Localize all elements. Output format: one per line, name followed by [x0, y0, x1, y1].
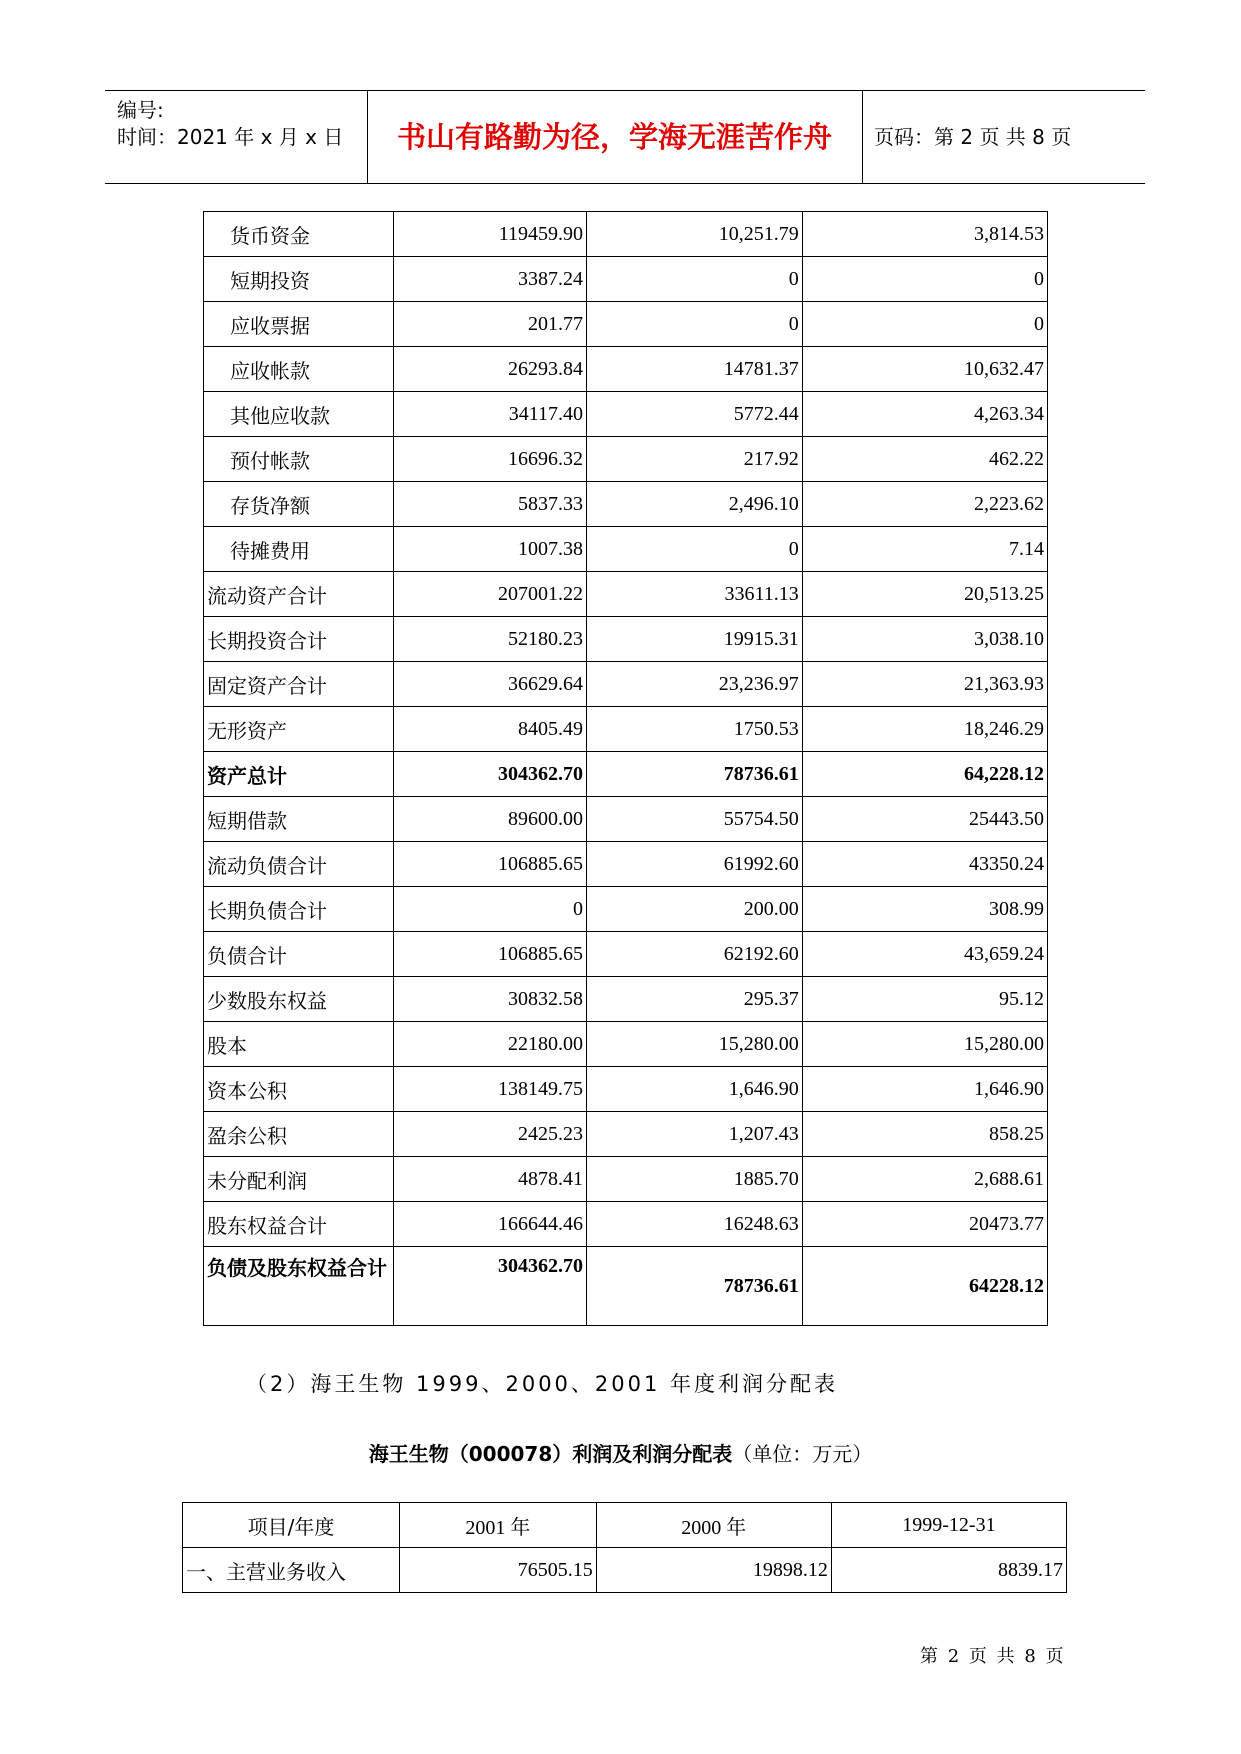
- value-col3: 1,646.90: [802, 1067, 1047, 1112]
- row-label: 存货净额: [204, 482, 394, 527]
- row-label: 资本公积: [204, 1067, 394, 1112]
- value-col3: 64228.12: [802, 1247, 1047, 1326]
- value-col3: 18,246.29: [802, 707, 1047, 752]
- value-col2: 78736.61: [586, 752, 802, 797]
- value-col1: 106885.65: [394, 842, 587, 887]
- page-header: [105, 90, 1145, 184]
- value-col2: 10,251.79: [586, 212, 802, 257]
- row-label: 短期投资: [204, 257, 394, 302]
- value-col2: 15,280.00: [586, 1022, 802, 1067]
- value-col3: 95.12: [802, 977, 1047, 1022]
- value-col2: 1,646.90: [586, 1067, 802, 1112]
- value-col2: 16248.63: [586, 1202, 802, 1247]
- row-label: 负债合计: [204, 932, 394, 977]
- table-row: [204, 302, 1048, 347]
- value-col1: 304362.70: [394, 1247, 587, 1326]
- table-row: [204, 842, 1048, 887]
- row-label: 负债及股东权益合计: [204, 1247, 394, 1326]
- value-col1: 4878.41: [394, 1157, 587, 1202]
- value-col3: 43350.24: [802, 842, 1047, 887]
- doc-time: 时间：2021 年 x 月 x 日: [117, 125, 344, 149]
- row-label: 股东权益合计: [204, 1202, 394, 1247]
- row-label: 长期负债合计: [204, 887, 394, 932]
- value-col2: 14781.37: [586, 347, 802, 392]
- income-header-row: [183, 1503, 1067, 1548]
- value-col1: 1007.38: [394, 527, 587, 572]
- value-col1: 3387.24: [394, 257, 587, 302]
- value-col1: 52180.23: [394, 617, 587, 662]
- value-col1: 201.77: [394, 302, 587, 347]
- income-header-1999: 1999-12-31: [831, 1503, 1066, 1548]
- table-row: [204, 572, 1048, 617]
- value-col3: 7.14: [802, 527, 1047, 572]
- income-row-label: 一、主营业务收入: [183, 1548, 400, 1593]
- table-row: [204, 662, 1048, 707]
- income-row: [183, 1548, 1067, 1593]
- balance-sheet-table: [203, 211, 1048, 1326]
- row-label: 流动资产合计: [204, 572, 394, 617]
- page-footer: 第 2 页 共 8 页: [920, 1646, 1064, 1667]
- table-row: [204, 257, 1048, 302]
- row-label: 少数股东权益: [204, 977, 394, 1022]
- income-table: [182, 1502, 1067, 1593]
- table-row: [204, 437, 1048, 482]
- income-table-title: [0, 1438, 1241, 1467]
- row-label: 应收票据: [204, 302, 394, 347]
- header-left: [105, 91, 368, 183]
- table-row: [204, 1202, 1048, 1247]
- value-col3: 21,363.93: [802, 662, 1047, 707]
- table-row: [204, 617, 1048, 662]
- row-label: 流动负债合计: [204, 842, 394, 887]
- section-subtitle: （2）海王生物 1999、2000、2001 年度利润分配表: [246, 1372, 839, 1396]
- table-row: [204, 392, 1048, 437]
- value-col2: 19915.31: [586, 617, 802, 662]
- value-col3: 4,263.34: [802, 392, 1047, 437]
- income-row-2000: 19898.12: [596, 1548, 831, 1593]
- row-label: 预付帐款: [204, 437, 394, 482]
- value-col1: 119459.90: [394, 212, 587, 257]
- table-row: [204, 1022, 1048, 1067]
- table-row: [204, 527, 1048, 572]
- row-label: 待摊费用: [204, 527, 394, 572]
- value-col1: 166644.46: [394, 1202, 587, 1247]
- value-col2: 5772.44: [586, 392, 802, 437]
- value-col3: 3,038.10: [802, 617, 1047, 662]
- value-col2: 1,207.43: [586, 1112, 802, 1157]
- table-row: [204, 797, 1048, 842]
- value-col3: 462.22: [802, 437, 1047, 482]
- value-col1: 34117.40: [394, 392, 587, 437]
- value-col2: 295.37: [586, 977, 802, 1022]
- header-slogan: 书山有路勤为径，学海无涯苦作舟: [367, 91, 863, 183]
- value-col2: 217.92: [586, 437, 802, 482]
- value-col3: 0: [802, 257, 1047, 302]
- value-col3: 0: [802, 302, 1047, 347]
- value-col1: 304362.70: [394, 752, 587, 797]
- value-col1: 89600.00: [394, 797, 587, 842]
- value-col1: 207001.22: [394, 572, 587, 617]
- row-label: 货币资金: [204, 212, 394, 257]
- value-col1: 36629.64: [394, 662, 587, 707]
- row-label: 无形资产: [204, 707, 394, 752]
- value-col1: 2425.23: [394, 1112, 587, 1157]
- value-col3: 64,228.12: [802, 752, 1047, 797]
- value-col2: 200.00: [586, 887, 802, 932]
- row-label: 短期借款: [204, 797, 394, 842]
- table-row: [204, 482, 1048, 527]
- income-header-item: 项目/年度: [183, 1503, 400, 1548]
- value-col2: 1885.70: [586, 1157, 802, 1202]
- row-label: 长期投资合计: [204, 617, 394, 662]
- income-title-main: 海王生物（000078）利润及利润分配表: [368, 1442, 733, 1466]
- value-col1: 8405.49: [394, 707, 587, 752]
- table-row: [204, 1157, 1048, 1202]
- value-col3: 43,659.24: [802, 932, 1047, 977]
- value-col1: 26293.84: [394, 347, 587, 392]
- value-col1: 0: [394, 887, 587, 932]
- table-row: [204, 212, 1048, 257]
- value-col3: 15,280.00: [802, 1022, 1047, 1067]
- value-col2: 0: [586, 302, 802, 347]
- value-col1: 22180.00: [394, 1022, 587, 1067]
- value-col1: 106885.65: [394, 932, 587, 977]
- row-label: 未分配利润: [204, 1157, 394, 1202]
- value-col3: 20,513.25: [802, 572, 1047, 617]
- value-col3: 858.25: [802, 1112, 1047, 1157]
- row-label: 盈余公积: [204, 1112, 394, 1157]
- table-row: [204, 932, 1048, 977]
- value-col3: 10,632.47: [802, 347, 1047, 392]
- value-col2: 1750.53: [586, 707, 802, 752]
- row-label: 应收帐款: [204, 347, 394, 392]
- income-header-2001: 2001 年: [399, 1503, 596, 1548]
- value-col1: 5837.33: [394, 482, 587, 527]
- row-label: 股本: [204, 1022, 394, 1067]
- value-col3: 2,688.61: [802, 1157, 1047, 1202]
- income-header-2000: 2000 年: [596, 1503, 831, 1548]
- value-col2: 55754.50: [586, 797, 802, 842]
- income-row-2001: 76505.15: [399, 1548, 596, 1593]
- row-label: 资产总计: [204, 752, 394, 797]
- table-row: [204, 977, 1048, 1022]
- value-col2: 61992.60: [586, 842, 802, 887]
- value-col2: 0: [586, 257, 802, 302]
- value-col2: 62192.60: [586, 932, 802, 977]
- table-row: [204, 752, 1048, 797]
- row-label: 其他应收款: [204, 392, 394, 437]
- value-col2: 0: [586, 527, 802, 572]
- value-col3: 20473.77: [802, 1202, 1047, 1247]
- table-row: [204, 347, 1048, 392]
- value-col2: 23,236.97: [586, 662, 802, 707]
- row-label: 固定资产合计: [204, 662, 394, 707]
- value-col1: 138149.75: [394, 1067, 587, 1112]
- income-title-unit: （单位：万元）: [732, 1442, 873, 1466]
- value-col3: 308.99: [802, 887, 1047, 932]
- value-col3: 3,814.53: [802, 212, 1047, 257]
- value-col2: 33611.13: [586, 572, 802, 617]
- value-col3: 2,223.62: [802, 482, 1047, 527]
- value-col2: 2,496.10: [586, 482, 802, 527]
- value-col3: 25443.50: [802, 797, 1047, 842]
- table-row: [204, 1067, 1048, 1112]
- table-row: [204, 1247, 1048, 1326]
- value-col1: 16696.32: [394, 437, 587, 482]
- income-row-1999: 8839.17: [831, 1548, 1066, 1593]
- table-row: [204, 887, 1048, 932]
- value-col1: 30832.58: [394, 977, 587, 1022]
- table-row: [204, 1112, 1048, 1157]
- value-col2: 78736.61: [586, 1247, 802, 1326]
- table-row: [204, 707, 1048, 752]
- doc-number: 编号:: [117, 98, 164, 122]
- header-page-number: 页码：第 2 页 共 8 页: [874, 125, 1072, 149]
